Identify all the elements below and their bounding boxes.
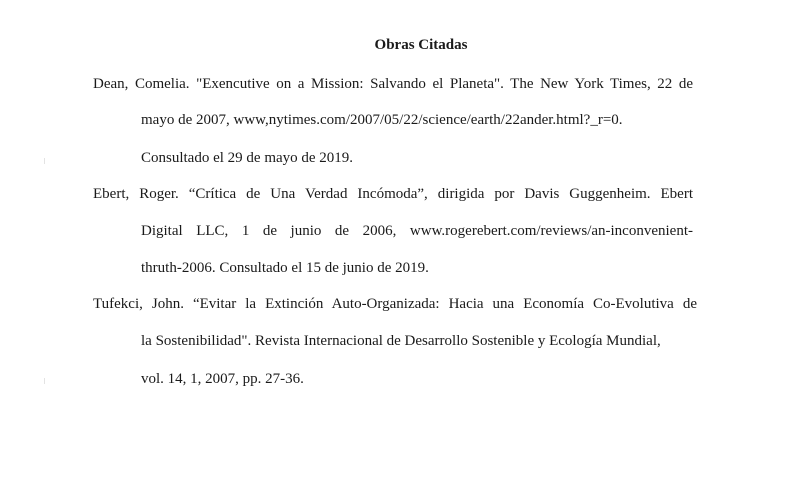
- citation-1-line-3: Consultado el 29 de mayo de 2019.: [141, 150, 354, 166]
- citation-1-line-1: Dean, Comelia. "Exencutive on a Mission: Salvando el Planeta". The New York Times, 22 de: [93, 76, 693, 92]
- citation-3-line-3: vol. 14, 1, 2007, pp. 27-36.: [141, 371, 304, 387]
- citation-2-line-2: Digital LLC, 1 de junio de 2006, www.rogerebert.com/reviews/an-inconvenient-: [141, 223, 693, 239]
- citation-3-line-2: la Sostenibilidad". Revista Internacional de Desarrollo Sostenible y Ecología Mundial,: [141, 333, 661, 349]
- citation-2-line-1: Ebert, Roger. “Crítica de Una Verdad Incómoda”, dirigida por Davis Guggenheim. Ebert: [93, 186, 693, 202]
- margin-mark: [44, 158, 45, 164]
- margin-mark: [44, 378, 45, 384]
- citation-2-line-3: thruth-2006. Consultado el 15 de junio de 2019.: [141, 260, 429, 276]
- works-cited-heading: Obras Citadas: [374, 37, 468, 53]
- citation-1-line-2: mayo de 2007, www,nytimes.com/2007/05/22/science/earth/22ander.html?_r=0.: [141, 112, 623, 128]
- citation-3-line-1: Tufekci, John. “Evitar la Extinción Auto-Organizada: Hacia una Economía Co-Evolutiva de: [93, 296, 697, 312]
